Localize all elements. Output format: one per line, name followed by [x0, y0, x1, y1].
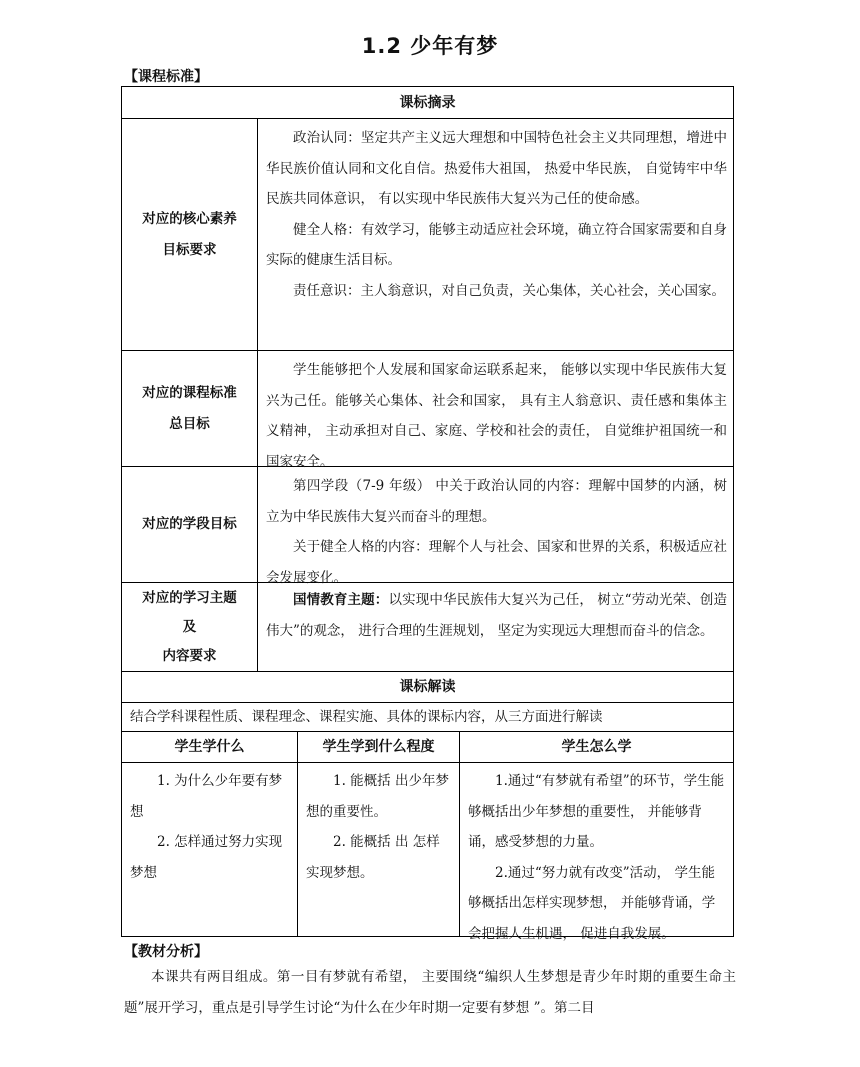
row-content: [258, 467, 733, 586]
section-heading-textbook-analysis: 【教材分析】: [124, 944, 208, 960]
list-item: 2.通过“努力就有改变”活动， 学生能够概括出怎样实现梦想， 并能够背诵，学会把握人生机遇， 促进自我发展。: [468, 864, 716, 942]
list-item: 1. 为什么少年要有梦想: [130, 773, 283, 820]
cell-how: [460, 763, 733, 942]
list-item: 1. 能概括 出少年梦想的重要性。: [306, 773, 449, 820]
paragraph: 责任意识：主人翁意识，对自己负责，关心集体，关心社会，关心国家。: [293, 282, 725, 299]
column-header-degree: 学生学到什么程度: [298, 732, 460, 762]
row-label-line: 目标要求: [162, 241, 217, 258]
theme-bold-prefix: 国情教育主题：: [293, 592, 389, 608]
row-label-line: 对应的课程标准: [142, 384, 237, 401]
page-title: 1.2 少年有梦: [361, 34, 499, 58]
table-header-excerpt: 课标摘录: [121, 86, 734, 119]
row-label-line: 及: [182, 618, 197, 635]
table-header-interpretation: 课标解读: [121, 672, 734, 703]
row-label-line: 总目标: [169, 415, 210, 432]
paragraph: 政治认同：坚定共产主义远大理想和中国特色社会主义共同理想，增进中华民族价值认同和文化自信。热爱伟大祖国， 热爱中华民族， 自觉铸牢中华民族共同体意识， 有以实现中华民族伟大复兴为己任的使命感。: [266, 130, 727, 207]
paragraph: 学生能够把个人发展和国家命运联系起来， 能够以实现中华民族伟大复兴为己任。能够关心集体、社会和国家， 具有主人翁意识、责任感和集体主义精神， 主动承担对自己、家庭、学校和社会的责任， 自觉维护祖国统一和国家安全。: [266, 362, 727, 470]
row-label-line: 对应的核心素养: [142, 210, 237, 227]
row-content: [258, 583, 733, 671]
paragraph: 本课共有两目组成。第一目有梦就有希望， 主要围绕“编织人生梦想是青少年时期的重要生命主题”展开学习，重点是引导学生讨论“为什么在少年时期一定要有梦想 ”。第二目: [124, 969, 736, 1016]
column-header-what: 学生学什么: [122, 732, 298, 762]
row-label-line: 对应的学段目标: [142, 516, 237, 532]
theme-text: 以实现中华民族伟大复兴为己任， 树立“劳动光荣、创造伟大”的观念， 进行合理的生涯规划， 坚定为实现远大理想而奋斗的信念。: [266, 592, 728, 639]
list-item: 2. 能概括 出 怎样实现梦想。: [306, 834, 440, 881]
paragraph: 关于健全人格的内容：理解个人与社会、国家和世界的关系，积极适应社会发展变化。: [266, 539, 727, 586]
cell-degree: [298, 763, 460, 936]
table-row-core-literacy: [121, 119, 734, 351]
interpretation-intro: 结合学科课程性质、课程理念、课程实施、具体的课标内容，从三方面进行解读: [121, 703, 734, 732]
list-item: 2. 怎样通过努力实现梦想: [130, 834, 283, 881]
cell-what: [122, 763, 298, 936]
column-header-how: 学生怎么学: [561, 739, 632, 755]
row-label: [122, 119, 258, 350]
row-label: [122, 467, 258, 582]
row-content: [258, 351, 733, 470]
columns-header-row: [121, 732, 734, 763]
columns-body-row: [121, 763, 734, 942]
standards-table: [121, 86, 734, 942]
table-row-learning-theme: [121, 583, 734, 672]
row-content: [258, 119, 733, 350]
section-heading-standards: 【课程标准】: [124, 69, 208, 85]
row-label: [122, 583, 258, 671]
table-row-overall-goal: [121, 351, 734, 470]
table-row-stage-goal: [121, 467, 734, 586]
list-item: 1.通过“有梦就有希望”的环节，学生能够概括出少年梦想的重要性， 并能够背诵，感受梦想的力量。: [468, 773, 725, 850]
paragraph: 第四学段（7-9 年级） 中关于政治认同的内容：理解中国梦的内涵，树立为中华民族伟大复兴而奋斗的理想。: [266, 478, 727, 525]
textbook-analysis: [124, 962, 736, 1024]
row-label-line: 内容要求: [162, 647, 217, 664]
row-label-line: 对应的学习主题: [142, 589, 237, 606]
row-label: [122, 351, 258, 466]
paragraph: 健全人格：有效学习，能够主动适应社会环境，确立符合国家需要和自身实际的健康生活目标。: [266, 221, 727, 268]
